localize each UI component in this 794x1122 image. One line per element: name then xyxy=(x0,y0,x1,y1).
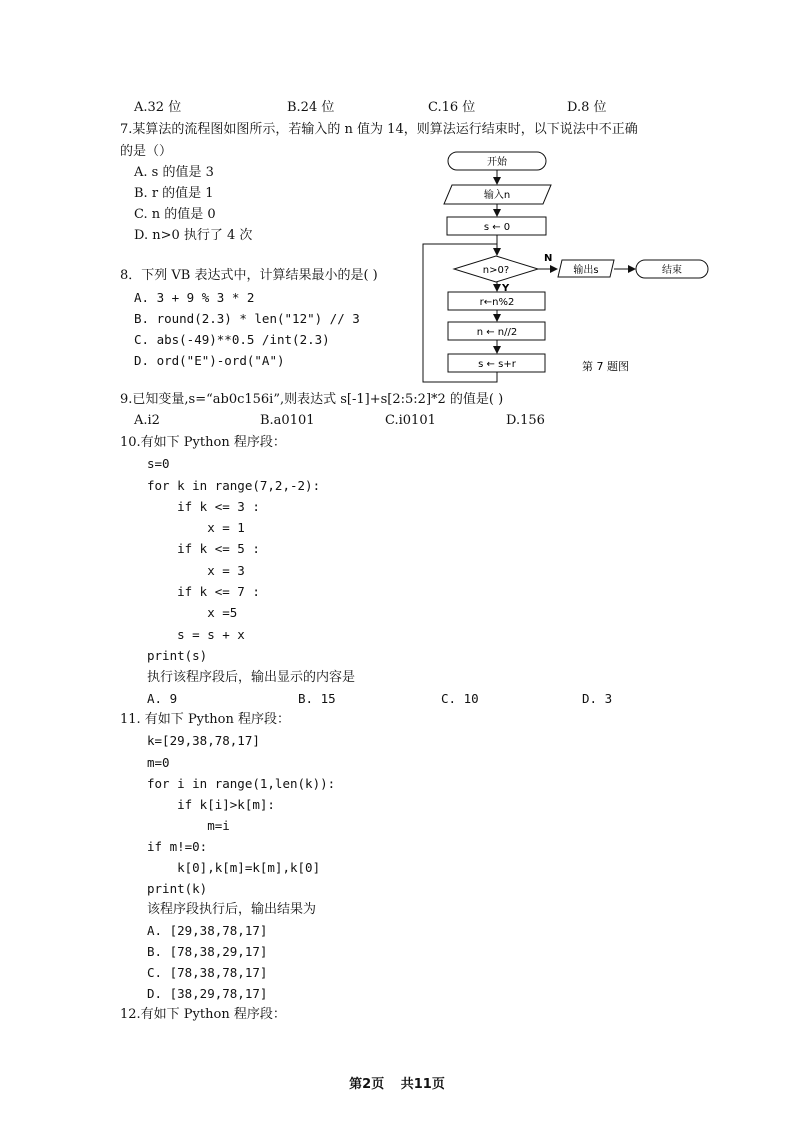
flow-step1-text: r←n%2 xyxy=(479,297,515,308)
q10-code-line: print(s) xyxy=(147,648,208,663)
flow-end-text: 结束 xyxy=(662,265,682,276)
flow-no-label: N xyxy=(544,253,553,264)
q8-option-d: D. ord("E")-ord("A") xyxy=(134,353,285,368)
flow-condition-text: n>0? xyxy=(482,265,510,276)
q10-code-line: x = 3 xyxy=(147,563,245,578)
q10-option-c: C. 10 xyxy=(441,691,479,706)
q9-option-c: C.i0101 xyxy=(385,413,436,428)
q11-stem: 11. 有如下 Python 程序段： xyxy=(120,712,290,727)
q11-code-line: if k[i]>k[m]: xyxy=(147,797,275,812)
q8-stem: 8．下列 VB 表达式中，计算结果最小的是( ) xyxy=(120,268,378,283)
q11-option-b: B. [78,38,29,17] xyxy=(147,944,268,959)
q9-option-d: D.156 xyxy=(506,413,545,428)
page-total: 共11页 xyxy=(400,1077,445,1092)
q11-prompt: 该程序段执行后，输出结果为 xyxy=(147,902,317,917)
q11-code-line: if m!=0: xyxy=(147,839,208,854)
q11-code-line: m=0 xyxy=(147,755,170,770)
q7-option-a: A. s 的值是 3 xyxy=(134,165,214,180)
q7-flowchart xyxy=(410,146,710,386)
q6-option-d: D.8 位 xyxy=(567,100,607,115)
q10-stem: 10.有如下 Python 程序段： xyxy=(120,435,286,450)
flowchart-caption: 第 7 题图 xyxy=(582,360,629,373)
q11-code-line: m=i xyxy=(147,818,230,833)
q7-option-b: B. r 的值是 1 xyxy=(134,186,214,201)
q10-code-line: if k <= 7 : xyxy=(147,584,260,599)
q10-code-line: x =5 xyxy=(147,605,238,620)
flow-input-text: 输入n xyxy=(483,190,511,201)
q9-stem: 9.已知变量,s=“ab0c156i”,则表达式 s[-1]+s[2:5:2]*2 的值是( ) xyxy=(120,392,504,407)
q12-stem: 12.有如下 Python 程序段： xyxy=(120,1007,286,1022)
q8-option-c: C. abs(-49)**0.5 /int(2.3) xyxy=(134,332,330,347)
q7-stem-line2: 的是（） xyxy=(120,144,173,159)
q10-code-line: s = s + x xyxy=(147,627,245,642)
q10-option-d: D. 3 xyxy=(582,691,613,706)
q11-code-line: for i in range(1,len(k)): xyxy=(147,776,336,791)
q11-option-a: A. [29,38,78,17] xyxy=(147,923,268,938)
q6-option-b: B.24 位 xyxy=(287,100,335,115)
q9-option-a: A.i2 xyxy=(134,413,160,428)
flow-yes-label: Y xyxy=(502,283,510,294)
flow-step2-text: n ← n//2 xyxy=(476,327,518,338)
q11-option-d: D. [38,29,78,17] xyxy=(147,986,268,1001)
q10-code-line: if k <= 3 : xyxy=(147,499,260,514)
q7-option-d: D. n>0 执行了 4 次 xyxy=(134,228,253,243)
q10-option-a: A. 9 xyxy=(147,691,178,706)
q8-option-a: A. 3 + 9 % 3 * 2 xyxy=(134,290,255,305)
q10-code-line: if k <= 5 : xyxy=(147,541,260,556)
flow-output-text: 输出s xyxy=(573,265,599,276)
q11-code-line: print(k) xyxy=(147,881,208,896)
q10-code-line: for k in range(7,2,-2): xyxy=(147,478,321,493)
flow-start-text: 开始 xyxy=(487,157,507,168)
q11-code-line: k[0],k[m]=k[m],k[0] xyxy=(147,860,321,875)
q6-option-a: A.32 位 xyxy=(134,100,182,115)
q8-option-b: B. round(2.3) * len("12") // 3 xyxy=(134,311,360,326)
flow-init-text: s ← 0 xyxy=(483,222,511,233)
q11-code-line: k=[29,38,78,17] xyxy=(147,733,260,748)
page-footer xyxy=(0,1073,794,1092)
q10-prompt: 执行该程序段后，输出显示的内容是 xyxy=(147,670,356,685)
q10-option-b: B. 15 xyxy=(298,691,336,706)
q10-code-line: s=0 xyxy=(147,456,170,471)
q7-option-c: C. n 的值是 0 xyxy=(134,207,216,222)
q10-code-line: x = 1 xyxy=(147,520,245,535)
flow-step3-text: s ← s+r xyxy=(478,359,516,370)
q9-option-b: B.a0101 xyxy=(260,413,315,428)
page-number: 第2页 xyxy=(349,1077,385,1092)
q6-option-c: C.16 位 xyxy=(428,100,476,115)
q11-option-c: C. [78,38,78,17] xyxy=(147,965,268,980)
q7-stem-line1: 7.某算法的流程图如图所示，若输入的 n 值为 14，则算法运行结束时，以下说法中不正确 xyxy=(120,122,638,137)
